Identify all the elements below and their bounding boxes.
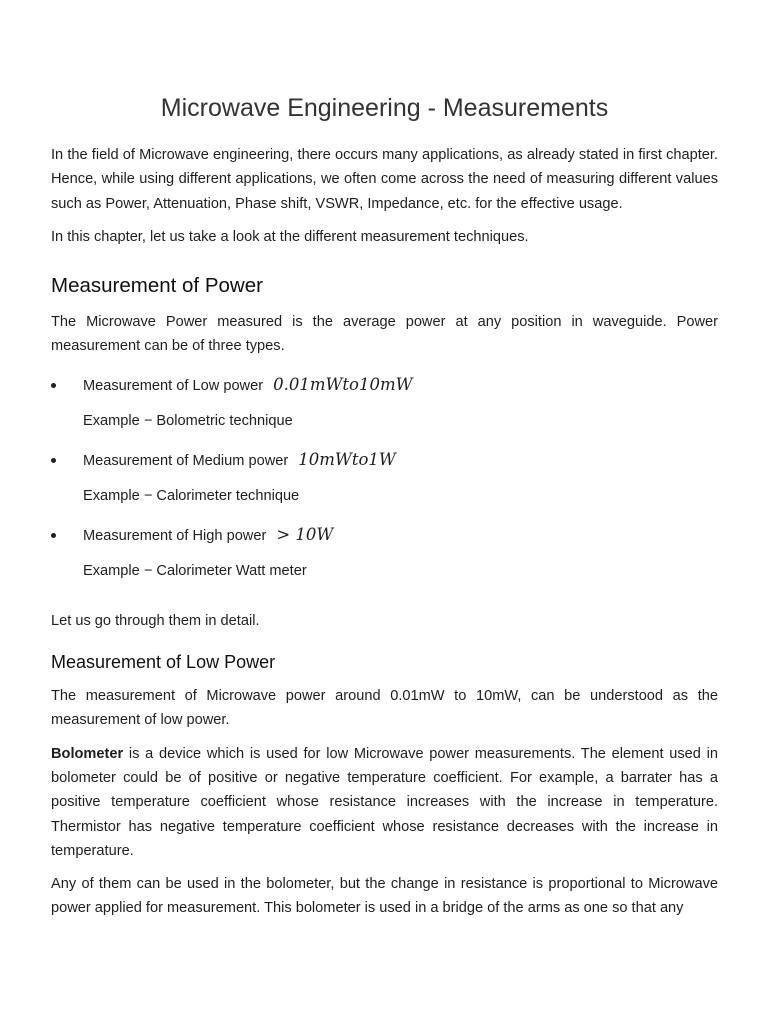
list-item bbox=[51, 522, 718, 583]
power-range-formula: 0.01mWto10mW bbox=[273, 374, 413, 394]
intro-paragraph: In the field of Microwave engineering, there occurs many applications, as already stated in first chapter. Hence, while using different applications, we often come across the need of measuring different values such as Power, Attenuation, Phase shift, VSWR, Impedance, etc. for the effective usage. bbox=[51, 147, 718, 212]
power-description: The Microwave Power measured is the average power at any position in waveguide. Power measurement can be of three types. bbox=[51, 314, 718, 355]
power-type-example: Example − Calorimeter technique bbox=[83, 487, 300, 504]
list-item bbox=[51, 372, 718, 433]
power-type-example: Example − Bolometric technique bbox=[83, 412, 293, 429]
section-heading-power: Measurement of Power bbox=[51, 274, 263, 298]
bullet-icon bbox=[51, 458, 56, 463]
power-range-formula: > 10W bbox=[276, 524, 334, 544]
section-heading-low-power: Measurement of Low Power bbox=[51, 652, 276, 673]
power-type-label: Measurement of Low power bbox=[83, 377, 264, 394]
power-types-list bbox=[51, 372, 718, 583]
detail-intro: Let us go through them in detail. bbox=[51, 612, 260, 629]
power-type-label: Measurement of High power bbox=[83, 527, 267, 544]
bullet-icon bbox=[51, 533, 56, 538]
bolometer-paragraph bbox=[51, 742, 718, 863]
bolometer-bridge-paragraph: Any of them can be used in the bolometer, but the change in resistance is proportional to Microwave power applied for measurement. This bolometer is used in a bridge of the arms as one so that any bbox=[51, 876, 718, 917]
power-type-label: Measurement of Medium power bbox=[83, 452, 289, 469]
intro-paragraph-2: In this chapter, let us take a look at the different measurement techniques. bbox=[51, 228, 529, 245]
power-type-example: Example − Calorimeter Watt meter bbox=[83, 562, 307, 579]
low-power-paragraph: The measurement of Microwave power around 0.01mW to 10mW, can be understood as the measurement of low power. bbox=[51, 688, 718, 729]
list-item bbox=[51, 447, 718, 508]
power-range-formula: 10mWto1W bbox=[298, 449, 396, 469]
bolometer-text: is a device which is used for low Microwave power measurements. The element used in bolometer could be of positive or negative temperature coefficient. For example, a barrater has a positive temperature coefficient whose resistance increases with the increase in temperature. Thermistor has negative temperature coefficient whose resistance decreases with the increase in temperature. bbox=[51, 745, 718, 859]
page-title: Microwave Engineering - Measurements bbox=[160, 94, 609, 122]
bolometer-term: Bolometer bbox=[51, 745, 124, 762]
bullet-icon bbox=[51, 383, 56, 388]
